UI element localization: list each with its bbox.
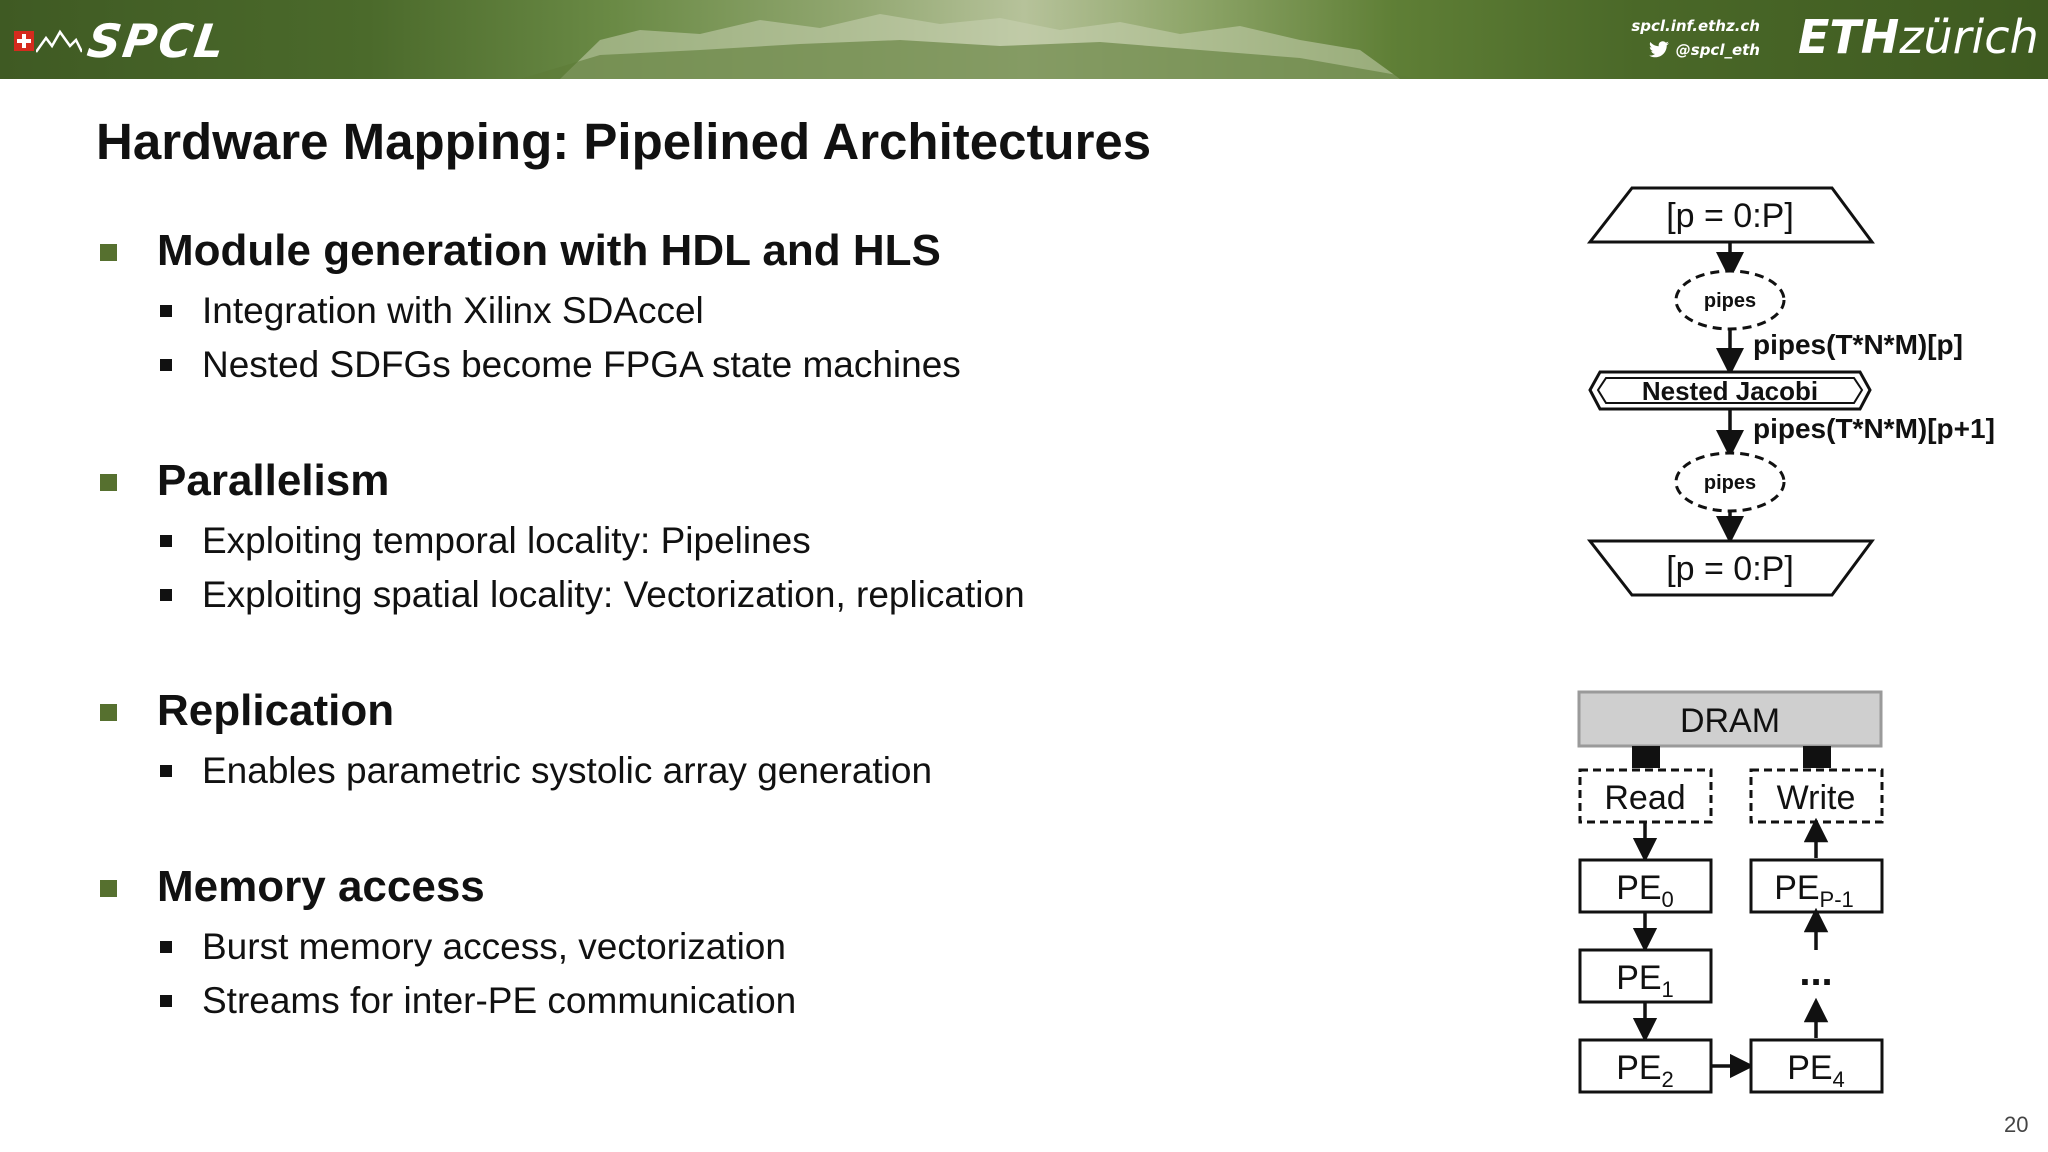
sub-bullet-text: Nested SDFGs become FPGA state machines (202, 344, 961, 385)
spcl-wordmark: SPCL (84, 14, 230, 68)
ellipsis-label: ... (1799, 950, 1833, 994)
sub-bullet-text: Enables parametric systolic array generation (202, 750, 933, 791)
write-label: Write (1776, 779, 1856, 817)
pipes-label-bottom: pipes (1703, 472, 1757, 494)
pipes-label-top: pipes (1703, 290, 1757, 312)
sub-bullet-text: Integration with Xilinx SDAccel (202, 290, 704, 331)
slide-title: Hardware Mapping: Pipelined Architectures (96, 113, 1152, 170)
dram-port-write (1803, 746, 1831, 768)
pe-p-minus-1-label: $PE_{P-1}$ (1774, 869, 1854, 912)
dram-label: DRAM (1679, 702, 1781, 740)
edge-in-label: pipes(T*N*M)[p] (1753, 329, 1963, 360)
sub-bullet-text: Exploiting spatial locality: Vectorization, replication (202, 574, 1025, 615)
edge-out-label: pipes(T*N*M)[p+1] (1753, 413, 1995, 444)
twitter-handle[interactable]: @spcl_eth (1675, 41, 1760, 59)
bullet-text: Parallelism (157, 456, 390, 505)
map-entry-label: [p = 0:P] (1666, 197, 1794, 235)
website-link[interactable]: spcl.inf.ethz.ch (1631, 17, 1760, 35)
bullet-text: Replication (157, 686, 395, 735)
map-exit-label: [p = 0:P] (1666, 550, 1794, 588)
eth-logo-light: zürich (1899, 10, 2039, 64)
pe-0-label: $PE_0$ (1616, 869, 1674, 912)
pe-1-label: $PE_1$ (1616, 959, 1674, 1002)
bullet-text: Module generation with HDL and HLS (157, 226, 941, 275)
page-number: 20 (2004, 1112, 2029, 1137)
sub-bullet-text: Streams for inter-PE communication (202, 980, 797, 1021)
sub-bullet-text: Burst memory access, vectorization (202, 926, 786, 967)
dram-port-read (1632, 746, 1660, 768)
read-label: Read (1604, 779, 1686, 817)
nested-sdfg-label: Nested Jacobi (1641, 376, 1819, 406)
bullet-text: Memory access (157, 862, 485, 911)
sub-bullet-text: Exploiting temporal locality: Pipelines (202, 520, 811, 561)
eth-logo-bold: ETH (1798, 10, 1900, 64)
pe-2-label: $PE_2$ (1616, 1049, 1674, 1092)
pe-4-label: $PE_4$ (1787, 1049, 1845, 1092)
